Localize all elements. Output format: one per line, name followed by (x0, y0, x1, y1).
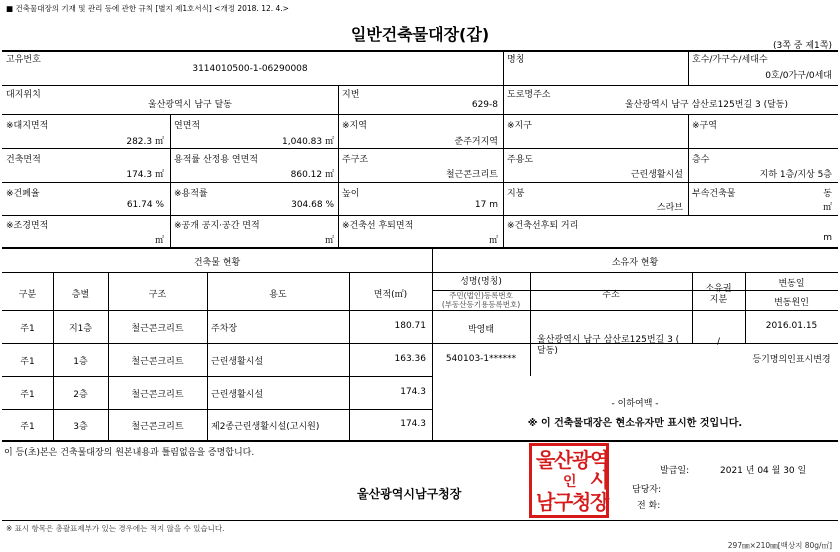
building-status-title: 건축물 현황 (193, 258, 241, 268)
staff-label: 담당자: (632, 485, 662, 495)
end-of-list-note: - 이하여백 - (611, 399, 659, 409)
change-date: 2016.01.15 (765, 321, 818, 331)
row-area: 163.36 (394, 354, 426, 364)
row-structure: 철근콘크리트 (131, 324, 184, 334)
current-owner-notice: ※ 이 건축물대장은 현소유자만 표시한 것입니다. (527, 418, 743, 429)
far-area-label: 용적률 산정용 연면적 (174, 155, 258, 165)
setback-area-label: ※건축선 후퇴면적 (342, 221, 414, 231)
header-structure: 구조 (148, 290, 167, 300)
lot-label: 지번 (342, 90, 360, 100)
footnote: ※ 표시 항목은 총괄표제부가 있는 경우에는 적지 않을 수 있습니다. (6, 524, 225, 533)
unique-no-label: 고유번호 (6, 55, 41, 65)
structure-value: 철근콘크리트 (445, 170, 498, 180)
owner-share-sub-header: 지분 (709, 295, 728, 305)
header-use: 용도 (269, 290, 287, 300)
bcr-label: ※건폐율 (6, 189, 40, 199)
setback-distance-unit: m (823, 233, 832, 243)
row-floor: 지1층 (68, 324, 93, 334)
landscape-unit: ㎡ (154, 236, 164, 246)
change-date-header: 변동일 (778, 279, 805, 289)
roof-label: 지붕 (507, 189, 525, 199)
unit-label: 호수/가구수/세대수 (692, 55, 768, 65)
change-reason-header: 변동원인 (774, 298, 809, 308)
floors-value: 지하 1층/지상 5층 (759, 170, 832, 180)
issue-date-label: 발급일: (660, 466, 690, 476)
header-floor: 층별 (71, 290, 90, 300)
total-area-value: 1,040.83 ㎡ (282, 137, 334, 147)
issue-date: 2021 년 04 월 30 일 (720, 466, 807, 476)
height-value: 17 m (474, 200, 498, 210)
site-location-label: 대지위치 (6, 90, 41, 100)
row-structure: 철근콘크리트 (131, 422, 184, 432)
issuing-office: 울산광역시남구청장 (357, 487, 462, 501)
public-space-unit: ㎡ (324, 236, 334, 246)
unique-no-value: 3114010500-1-06290008 (192, 64, 308, 74)
row-use: 제2종근린생활시설(고시원) (211, 422, 320, 432)
far-label: ※용적률 (174, 189, 208, 199)
zone-value: 준주거지역 (454, 137, 498, 147)
owner-name-header: 성명(명칭) (460, 277, 502, 287)
road-address-value: 울산광역시 남구 삼산로125번길 3 (달동) (624, 100, 788, 110)
site-area-value: 282.3 ㎡ (126, 137, 164, 147)
owner-id-header: 주민(법인)등록번호 (449, 291, 513, 300)
name-label: 명칭 (507, 55, 525, 65)
row-floor: 1층 (73, 357, 88, 367)
owner-share-header: 소유권 (705, 284, 732, 294)
row-floor: 2층 (73, 390, 88, 400)
paper-spec: 297㎜×210㎜[백상지 80g/㎡] (727, 541, 832, 550)
owner-id-sub-header: (부동산등기용등록번호) (441, 300, 521, 309)
annex-count: 동 (823, 189, 832, 199)
zone-label: ※지역 (342, 121, 367, 131)
owner-id: 540103-1****** (445, 354, 517, 364)
row-use: 근린생활시설 (211, 357, 264, 367)
owner-share: / (716, 337, 721, 347)
row-structure: 철근콘크리트 (131, 357, 184, 367)
main-use-value: 근린생활시설 (630, 170, 683, 180)
page-title: 일반건축물대장(갑) (350, 25, 490, 44)
official-seal: 울 산 광 역 시 남 구 청 장 인 (529, 443, 609, 518)
row-category: 주1 (20, 422, 35, 432)
far-area-value: 860.12 ㎡ (290, 170, 334, 180)
row-area: 180.71 (394, 321, 426, 331)
setback-distance-label: ※건축선후퇴 거리 (507, 221, 579, 231)
header-category: 구분 (18, 290, 37, 300)
owner-address-line2: 달동) (537, 346, 558, 356)
certification-text: 이 등(초)본은 건축물대장의 원본내용과 틀림없음을 증명합니다. (4, 448, 255, 458)
unit-value: 0호/0가구/0세대 (765, 71, 832, 81)
bcr-value: 61.74 % (126, 200, 164, 210)
change-reason: 등기명의인표시변경 (752, 355, 831, 365)
owner-address-line1: 울산광역시 남구 삼산로125번길 3 ( (537, 335, 680, 345)
owner-status-title: 소유자 현황 (611, 258, 659, 268)
row-use: 주차장 (211, 324, 238, 334)
row-use: 근린생활시설 (211, 390, 264, 400)
main-use-label: 주용도 (507, 155, 534, 165)
regulation-text: ■ 건축물대장의 기재 및 관리 등에 관한 규칙 [별지 제1호서식] <개정 2018. 12. 4.> (6, 4, 289, 13)
row-category: 주1 (20, 324, 35, 334)
annex-area-unit: ㎡ (822, 203, 832, 213)
row-structure: 철근콘크리트 (131, 390, 184, 400)
district-label: ※지구 (507, 121, 532, 131)
annex-label: 부속건축물 (692, 189, 736, 199)
total-area-label: 연면적 (174, 121, 201, 131)
row-category: 주1 (20, 390, 35, 400)
setback-area-unit: ㎡ (488, 236, 498, 246)
site-area-label: ※대지면적 (6, 121, 49, 131)
row-category: 주1 (20, 357, 35, 367)
row-area: 174.3 (400, 387, 426, 397)
page-info: (3쪽 중 제1쪽) (773, 41, 832, 51)
road-address-label: 도로명주소 (507, 90, 551, 100)
site-location-value: 울산광역시 남구 달동 (148, 100, 232, 110)
building-area-label: 건축면적 (6, 155, 41, 165)
public-space-label: ※공개 공지·공간 면적 (174, 221, 260, 231)
building-area-value: 174.3 ㎡ (126, 170, 164, 180)
owner-address-header: 주소 (602, 290, 620, 300)
roof-value: 스라브 (656, 203, 683, 213)
row-area: 174.3 (400, 419, 426, 429)
far-value: 304.68 % (291, 200, 334, 210)
lot-value: 629-8 (471, 100, 498, 110)
height-label: 높이 (342, 189, 360, 199)
phone-label: 전 화: (637, 501, 661, 511)
header-area: 면적(㎡) (373, 290, 408, 300)
row-floor: 3층 (73, 422, 88, 432)
floors-label: 층수 (692, 155, 710, 165)
landscape-label: ※조경면적 (6, 221, 49, 231)
section-label: ※구역 (692, 121, 717, 131)
structure-label: 주구조 (342, 155, 369, 165)
owner-name: 박영태 (467, 325, 495, 335)
